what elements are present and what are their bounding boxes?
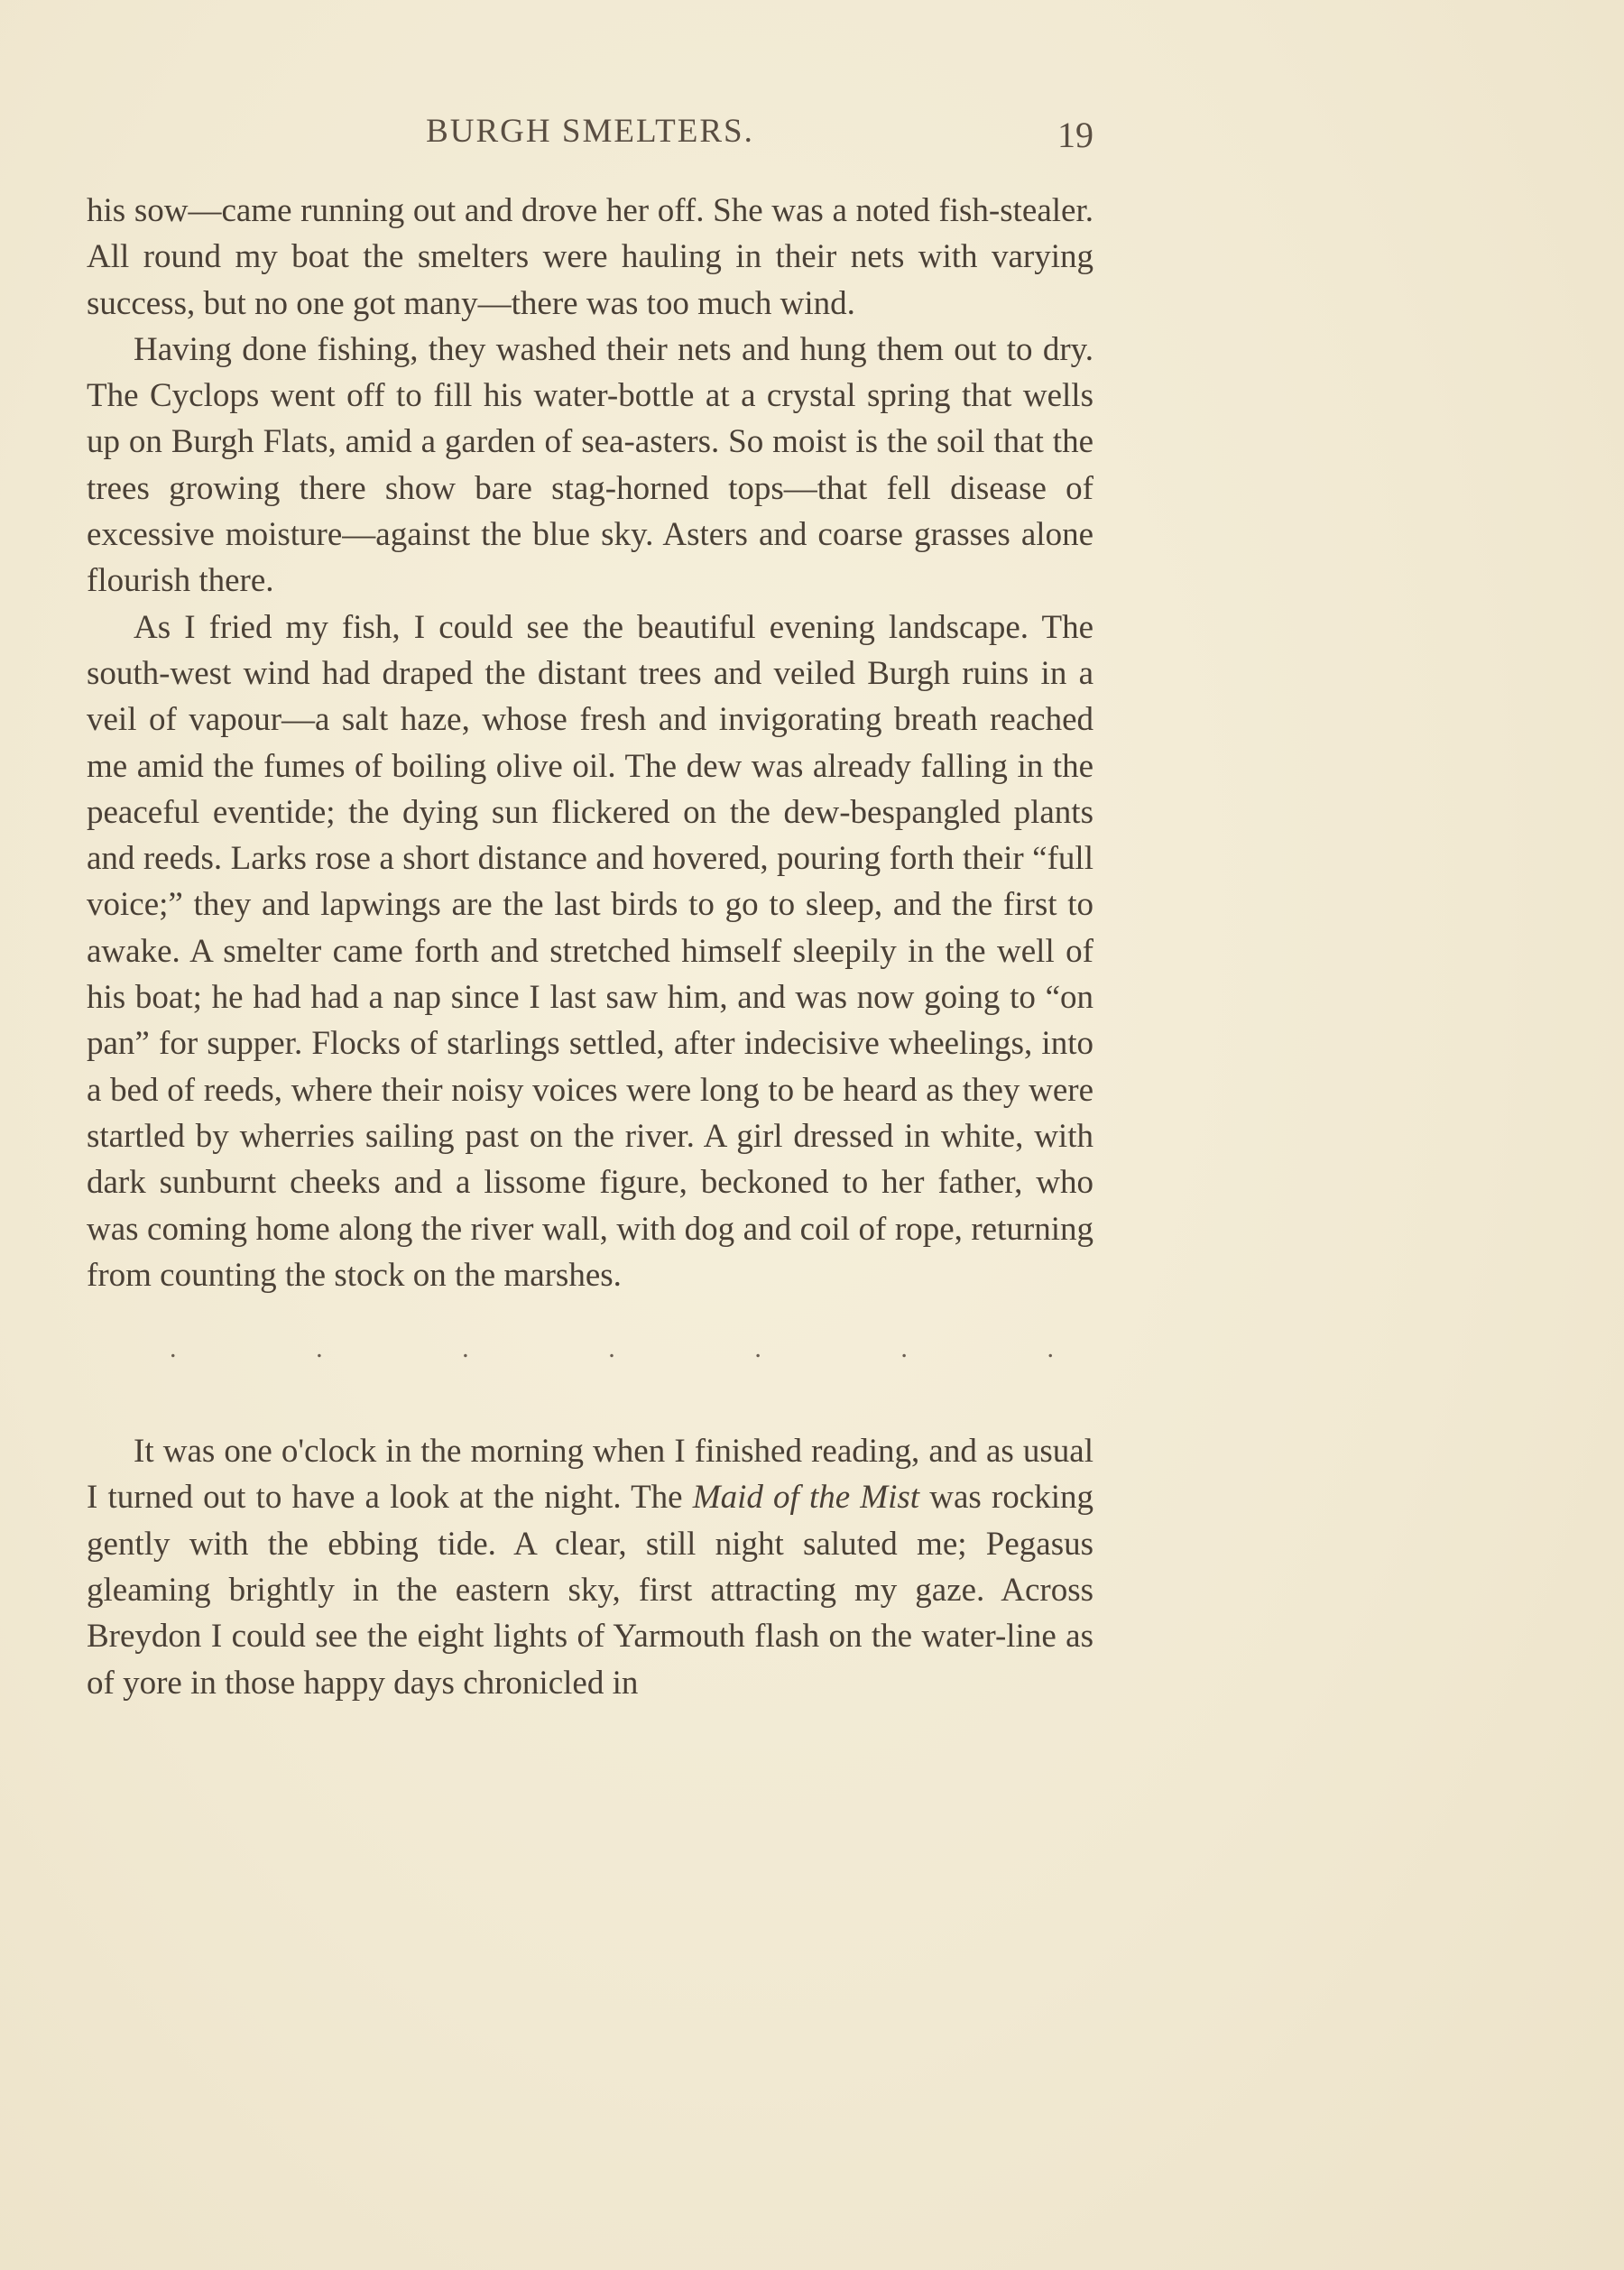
page-number: 19 — [1057, 115, 1093, 155]
paragraph — [87, 1428, 1093, 1706]
paragraph: his sow—came running out and drove her off. She was a noted fish-stealer. All round my boat the smelters were hauling in their nets with varying success, but no one got many—there was too much wind. — [87, 192, 1093, 322]
boat-name: Maid of the Mist — [692, 1479, 920, 1517]
paragraph: As I fried my fish, I could see the beautiful evening landscape. The south-west wind had draped the distant trees and veiled Burgh ruins in a veil of vapour—a salt haze, whose fresh and invigorating breath reached me amid the fumes of boiling olive oil. The dew was already falling in the peaceful eventide; the dying sun flickered on the dew-bespangled plants and reeds. Larks rose a short distance and hovered, pouring forth their “full voice;” they and lapwings are the last birds to go to sleep, and the first to awake. A smelter came forth and stretched himself sleepily in the well of his boat; he had had a nap since I last saw him, and was now going to “on pan” for supper. Flocks of starlings settled, after indecisive wheelings, into a bed of reeds, where their noisy voices were long to be heard as they were startled by wherries sailing past on the river. A girl dressed in white, with dark sunburnt cheeks and a lissome figure, beckoned to her father, who was coming home along the river wall, with dog and coil of rope, returning from counting the stock on the marshes. — [87, 608, 1093, 1294]
ornament-dot: . — [170, 1333, 177, 1364]
ornament-dot: . — [316, 1333, 323, 1364]
running-head — [87, 112, 1093, 166]
text-run: It was one o'clock in the morning when I finished reading, and as usual I turned out to have a look at the night. The — [87, 1433, 1093, 1517]
ornament-dot: . — [754, 1333, 761, 1364]
ornament-dot: . — [900, 1333, 908, 1364]
body-text — [87, 188, 1093, 1706]
text-run: was rocking gently with the ebbing tide. A clear, still night saluted me; Pegasus gleaming brightly in the eastern sky, first attracting my gaze. Across Breydon I could see the eight lights of Yarmouth flash on the water-line as of yore in those happy days chronicled in — [87, 1479, 1093, 1702]
running-title: BURGH SMELTERS. — [426, 113, 754, 150]
section-break-dots — [87, 1331, 1093, 1367]
ornament-dot: . — [1047, 1333, 1054, 1364]
ornament-dot: . — [462, 1333, 469, 1364]
paragraph: Having done fishing, they washed their nets and hung them out to dry. The Cyclops went off to fill his water-bottle at a crystal spring that wells up on Burgh Flats, amid a garden of sea-asters. So moist is the soil that the trees growing there show bare stag-horned tops—that fell disease of excessive moisture—against the blue sky. Asters and coarse grasses alone flourish there. — [87, 330, 1093, 600]
ornament-dot: . — [608, 1333, 615, 1364]
